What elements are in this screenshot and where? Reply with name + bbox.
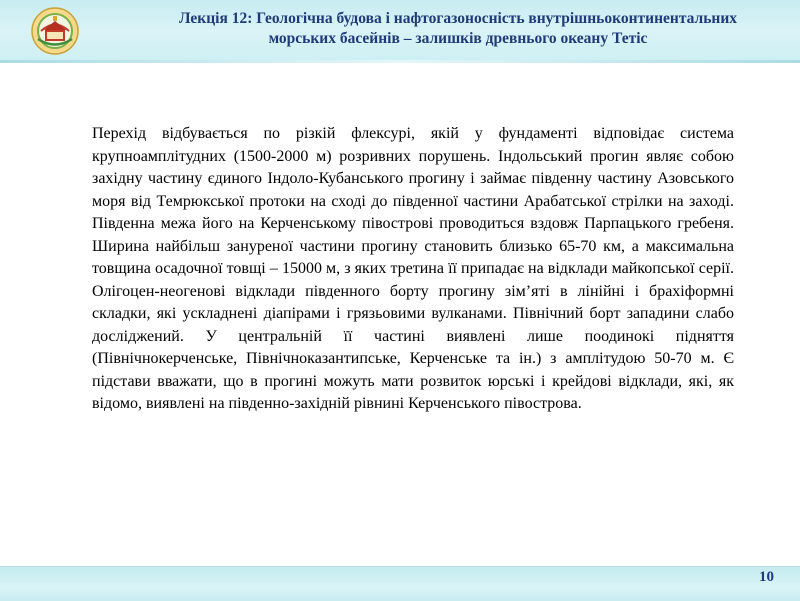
lecture-title-line-1: Лекція 12: Геологічна будова і нафтогазоносність внутрішньоконтинентальних xyxy=(178,10,738,27)
body-paragraph: Перехід відбувається по різкій флексурі, якій у фундаменті відповідає система крупноамплітудних (1500-2000 м) розривних порушень. Індольський прогин являє собою західну частину єдиного Індоло-Кубанського прогину і займає південну частину Азовського моря від Темрюкської протоки на сході до південної частини Арабатської стрілки на заході. Південна межа його на Керченському півострові проводиться вздовж Парпацького гребеня. Ширина найбільш зануреної частини прогину становить близько 65-70 км, а максимальна товщина осадочної товщі – 15000 м, з яких третина її припадає на відклади майкопської серії. Олігоцен-неогенові відклади південного борту прогину зім’яті в лінійні і брахіформні складки, які ускладнені діапірами і грязьовими вулканами. Північний борт западини слабо досліджений. У центральній її частині виявлені лише поодинокі підняття (Північнокерченське, Північноказантипське, Керченське та ін.) з амплітудою 50-70 м. Є підстави вважати, що в прогині можуть мати розвиток юрські і крейдові відклади, які, як відомо, виявлені на південно-західній рівнині Керченського півострова. xyxy=(92,125,734,412)
header-divider xyxy=(0,60,800,63)
lecture-title xyxy=(128,9,788,49)
lecture-title-line-2: морських басейнів – залишків древнього океану Тетіс xyxy=(268,30,648,47)
footer-band xyxy=(0,566,800,601)
page-number: 10 xyxy=(759,569,774,585)
university-emblem-icon xyxy=(30,6,80,56)
